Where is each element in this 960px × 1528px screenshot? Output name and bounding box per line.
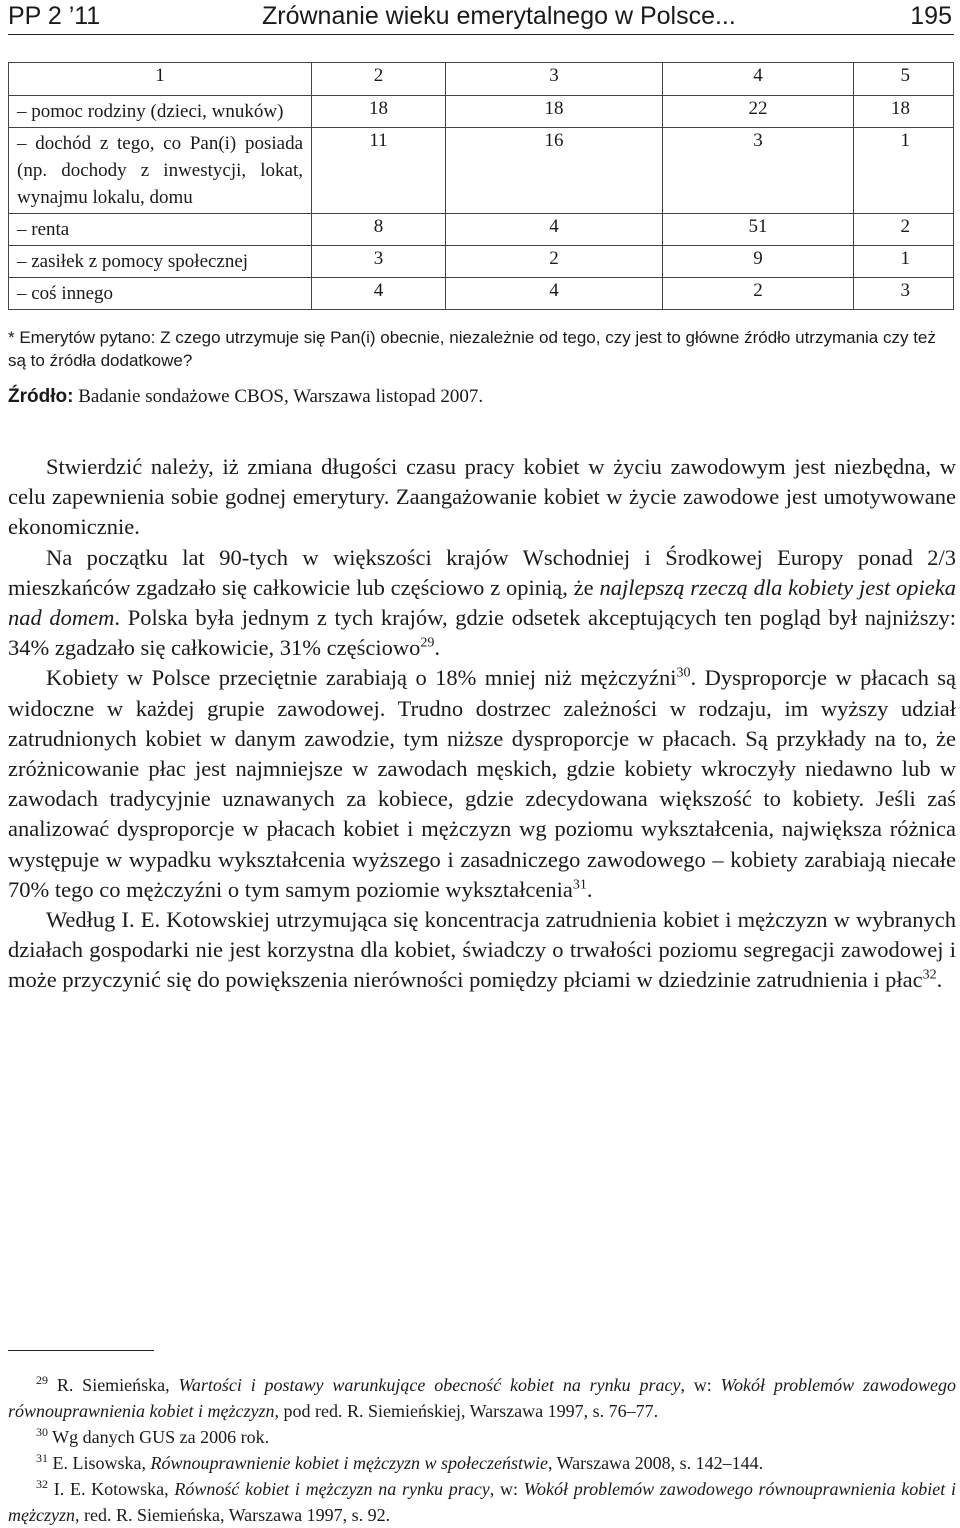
text-run: .: [434, 635, 440, 661]
emphasis: Wartości i postawy warunkujące obecność kobiet na rynku pracy: [178, 1375, 681, 1395]
table-header-row: [9, 63, 954, 96]
journal-issue: PP 2 ’11: [8, 2, 101, 30]
emphasis: Wokół problemów zawodowego równouprawnienia kobiet i mężczyzn: [8, 1479, 957, 1525]
column-header: 4: [663, 63, 854, 96]
table-note: * Emerytów pytano: Z czego utrzymuje się Pan(i) obecnie, niezależnie od tego, czy jest to główne źródło utrzymania czy też są to źródła dodatkowe?: [8, 328, 936, 370]
table-cell: 2: [854, 214, 954, 246]
paragraph: [8, 905, 956, 996]
text-run: Na początku lat 90-tych w większości krajów Wschodniej i Środkowej Europy ponad 2/3 mieszkańców zgadzało się całkowicie lub częściowo z opinią, że: [8, 544, 956, 600]
table-cell: 8: [312, 214, 446, 246]
text-run: I. E. Kotowska,: [48, 1479, 175, 1499]
footnote-ref[interactable]: 31: [572, 877, 587, 893]
column-header: 2: [312, 63, 446, 96]
table-row: [9, 96, 954, 128]
table-cell: 18: [854, 96, 954, 128]
text-run: , w:: [680, 1375, 721, 1395]
column-header: 5: [854, 63, 954, 96]
table-cell: 18: [312, 96, 446, 128]
footnote-32: [8, 1476, 956, 1528]
article-body: [8, 452, 956, 996]
emphasis: Wokół problemów zawodowego równouprawnienia kobiet i mężczyzn: [8, 1375, 957, 1421]
table-cell: 3: [663, 128, 854, 214]
emphasis: Równouprawnienie kobiet i mężczyzn w społeczeństwie: [150, 1453, 548, 1473]
text-run: .: [936, 967, 943, 993]
footnote-number: 31: [36, 1451, 48, 1465]
table-cell: 2: [663, 278, 854, 310]
text-run: , red. R. Siemieńska, Warszawa 1997, s. 92.: [74, 1505, 391, 1525]
table-cell: 18: [446, 96, 663, 128]
table-cell: 11: [312, 128, 446, 214]
table-cell: 3: [312, 246, 446, 278]
table-cell: 2: [446, 246, 663, 278]
footnote-number: 30: [36, 1425, 48, 1439]
emphasis: Równość kobiet i mężczyzn na rynku pracy: [174, 1479, 490, 1499]
table-row: [9, 278, 954, 310]
footnote-ref[interactable]: 32: [922, 967, 937, 983]
table-row: [9, 246, 954, 278]
table-cell: 22: [663, 96, 854, 128]
running-header: [8, 0, 954, 35]
footnote-31: [8, 1450, 956, 1476]
text-run: R. Siemieńska,: [48, 1375, 179, 1395]
text-run: . Dysproporcje w płacach są widoczne w każdej grupie zawodowej. Trudno dostrzec zależności w rodzaju, im wyższy udział zatrudnionych kobiet w danym zawodzie, tym niższe dysproporcje w płacach. Są przykłady na to, że zróżnicowanie płac jest najmniejsze w zawodach męskich, gdzie kobiety wkroczyły niedawno lub w zawodach tradycyjnie uznawanych za kobiece, gdzie zdecydowana większość to kobiety. Jeśli zaś analizować dysproporcje w płacach kobiet i mężczyzn wg poziomu wykształcenia, największa różnica występuje w wypadku wykształcenia wyższego i zasadniczego zawodowego – kobiety zarabiają niecałe 70% tego co mężczyźni o tym samym poziomie wykształcenia: [8, 665, 956, 902]
text-run: .: [586, 876, 593, 902]
row-label: – coś innego: [9, 278, 312, 310]
footnote-number: 32: [36, 1477, 48, 1491]
table-source: [8, 386, 483, 408]
source-text: Badanie sondażowe CBOS, Warszawa listopad 2007.: [73, 386, 484, 407]
table-row: [9, 128, 954, 214]
table-cell: 16: [446, 128, 663, 214]
footnote-ref[interactable]: 29: [420, 635, 435, 651]
text-run: E. Lisowska,: [48, 1453, 151, 1473]
table-cell: 4: [446, 214, 663, 246]
footnote-number: 29: [36, 1373, 48, 1387]
row-label: – dochód z tego, co Pan(i) posiada (np. dochody z inwestycji, lokat, wynajmu lokalu, domu: [9, 128, 312, 214]
text-run: . Polska była jednym z tych krajów, gdzie odsetek akceptujących ten pogląd był najniższy: 34% zgadzało się całkowicie, 31% częściowo: [8, 605, 957, 661]
text-run: Kobiety w Polsce przeciętnie zarabiają o 18% mniej niż mężczyźni: [46, 665, 677, 691]
column-header: 3: [446, 63, 663, 96]
row-label: – zasiłek z pomocy społecznej: [9, 246, 312, 278]
text-run: , pod red. R. Siemieńskiej, Warszawa 1997, s. 76–77.: [274, 1401, 659, 1421]
page-number: 195: [910, 2, 952, 30]
paragraph: [8, 543, 956, 664]
paragraph: [8, 663, 956, 905]
footnote-29: [8, 1372, 956, 1424]
table-cell: 1: [854, 128, 954, 214]
footnote-30: [8, 1424, 956, 1450]
emphasis: najlepszą rzeczą dla kobiety jest opieka nad domem: [8, 574, 956, 631]
text-run: , w:: [489, 1479, 524, 1499]
footnote-divider: [8, 1350, 154, 1351]
table-cell: 3: [854, 278, 954, 310]
table-cell: 9: [663, 246, 854, 278]
row-label: – renta: [9, 214, 312, 246]
text-run: , Warszawa 2008, s. 142–144.: [547, 1453, 764, 1473]
table-cell: 51: [663, 214, 854, 246]
text-run: Wg danych GUS za 2006 rok.: [48, 1427, 270, 1447]
footnotes: [8, 1372, 956, 1528]
running-title: Zrównanie wieku emerytalnego w Polsce...: [262, 2, 736, 30]
footnote-ref[interactable]: 30: [676, 665, 691, 681]
paragraph: Stwierdzić należy, iż zmiana długości czasu pracy kobiet w życiu zawodowym jest niezbędna, w celu zapewnienia sobie godnej emerytury. Zaangażowanie kobiet w życie zawodowe jest umotywowane ekonomicznie.: [8, 454, 956, 540]
text-run: Według I. E. Kotowskiej utrzymująca się koncentracja zatrudnienia kobiet i mężczyzn w wybranych działach gospodarki nie jest korzystna dla kobiet, świadczy o trwałości poziomu segregacji zawodowej i może przyczynić się do powiększenia nierówności pomiędzy płciami w dziedzinie zatrudnienia i płac: [8, 907, 956, 993]
column-header: 1: [9, 63, 312, 96]
table-row: [9, 214, 954, 246]
table-cell: 4: [446, 278, 663, 310]
source-label: Źródło:: [8, 386, 74, 407]
data-table: [8, 62, 954, 310]
table-cell: 4: [312, 278, 446, 310]
row-label: – pomoc rodziny (dzieci, wnuków): [9, 96, 312, 128]
table-cell: 1: [854, 246, 954, 278]
